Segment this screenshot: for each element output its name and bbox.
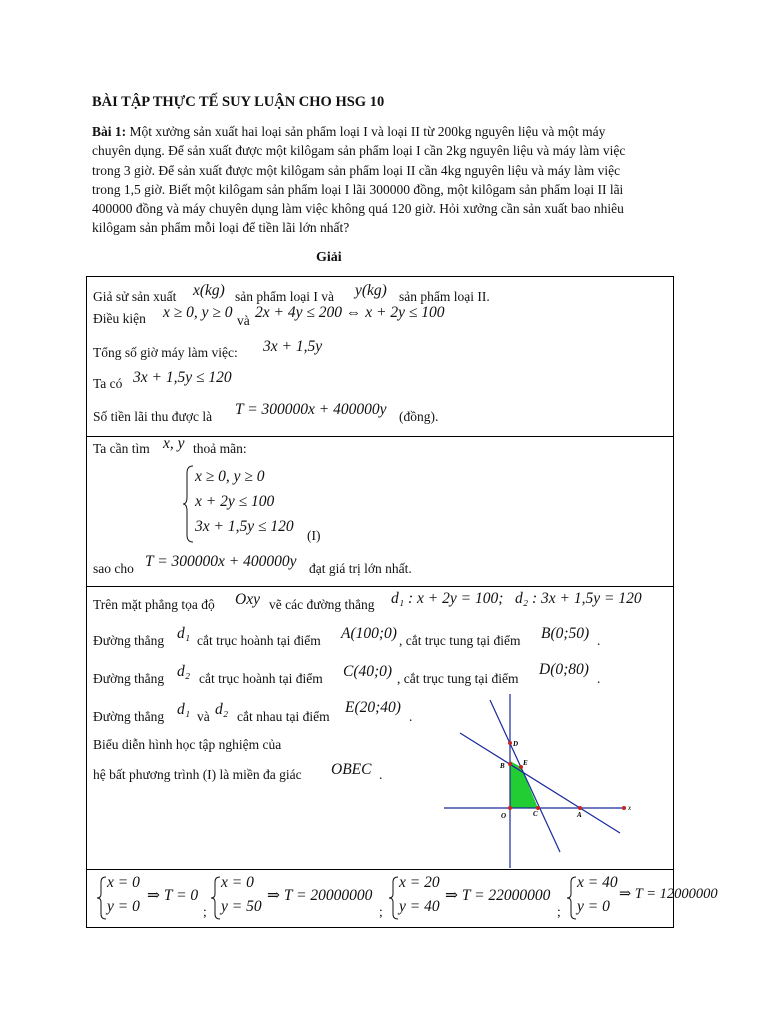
problem-label: Bài 1: [92,124,127,139]
problem-statement [92,122,692,238]
solution-cell-geometry: Trên mặt phẳng tọa độ Oxy vẽ các đường thẳng d₁ : x + 2y = 100; d₂ : 3x + 1,5y = 120 Đường thẳng d₁ cắt trục hoành tại điểm A(100;0) , cắt trục tung tại điểm B(0;50) . Đường thẳng d₂ cắt trục hoành tại điểm C(40;0) , cắt trục tung tại điểm D(0;80) . Đường thẳng d₁ và d₂ cắt nhau tại điểm E(20;40) . Biểu diễn hình học tập nghiệm của hệ bất phương trình (I) là miền đa giác OBEC . [86,586,674,870]
problem-line: trong 1,5 giờ. Biết một kilôgam sản phẩm loại I lãi 300000 đồng, một kilôgam sản phẩm loại II lãi [92,181,624,197]
label-d: D [513,740,519,748]
line-d2 [490,700,560,852]
problem-line: chuyên dụng. Để sản xuất được một kilôgam sản phẩm loại I cần 2kg nguyên liệu và máy làm việc [92,143,626,159]
point-b [508,762,512,766]
line-d1 [460,733,620,833]
point-d [508,741,512,745]
case2-brace [211,876,221,920]
problem-line: Bài 1: Một xưởng sản xuất hai loại sản phẩm loại I và loại II từ 200kg nguyên liệu và một máy [92,124,606,139]
page-title: BÀI TẬP THỰC TẾ SUY LUẬN CHO HSG 10 [92,94,385,110]
label-x: x [628,804,632,812]
point-a [578,806,582,810]
point-x-end [622,806,626,810]
solution-heading: Giải [316,250,342,265]
point-o [508,806,512,810]
problem-line: kilôgam sản phẩm mỗi loại để tiền lãi lớn nhất? [92,220,350,236]
label-b: B [500,762,505,770]
label-a: A [577,811,582,819]
case4-brace [567,876,577,920]
label-e: E [523,759,528,767]
problem-line: trong 3 giờ. Để sản xuất được một kilôgam sản phẩm loại II cần 4kg nguyên liệu và máy làm việc [92,162,621,178]
system-brace [183,465,195,543]
case3-brace [389,876,399,920]
problem-line: 400000 đồng và máy chuyên dụng làm việc không quá 120 giờ. Hỏi xưởng cần sản xuất bao nhiêu [92,201,624,217]
solution-cell-evaluation: x = 0 y = 0 ⇒ T = 0 ; x = 0 y = 50 ⇒ T = 20000000 ; x = 20 y = 40 ⇒ T = 22000000 ; x = 40 y = 0 ⇒ T = 12000000 [86,869,674,928]
case1-brace [97,876,107,920]
feasible-region-obec [510,761,538,808]
feasible-region-graph [440,688,640,868]
solution-cell-setup: Giả sử sản xuất x(kg) sản phẩm loại I và y(kg) sản phẩm loại II. Điều kiện x ≥ 0, y ≥ 0 và 2x + 4y ≤ 200 ⇔ x + 2y ≤ 100 Tổng số giờ máy làm việc: 3x + 1,5y Ta có 3x + 1,5y ≤ 120 Số tiền lãi thu được là T = 300000x + 400000y (đồng). [86,276,674,437]
solution-cell-system: Ta cần tìm x, y thoả mãn: x ≥ 0, y ≥ 0 x + 2y ≤ 100 3x + 1,5y ≤ 120 (I) sao cho T = 300000x + 400000y đạt giá trị lớn nhất. [86,436,674,587]
label-o: O [501,812,507,820]
label-c: C [533,810,538,818]
